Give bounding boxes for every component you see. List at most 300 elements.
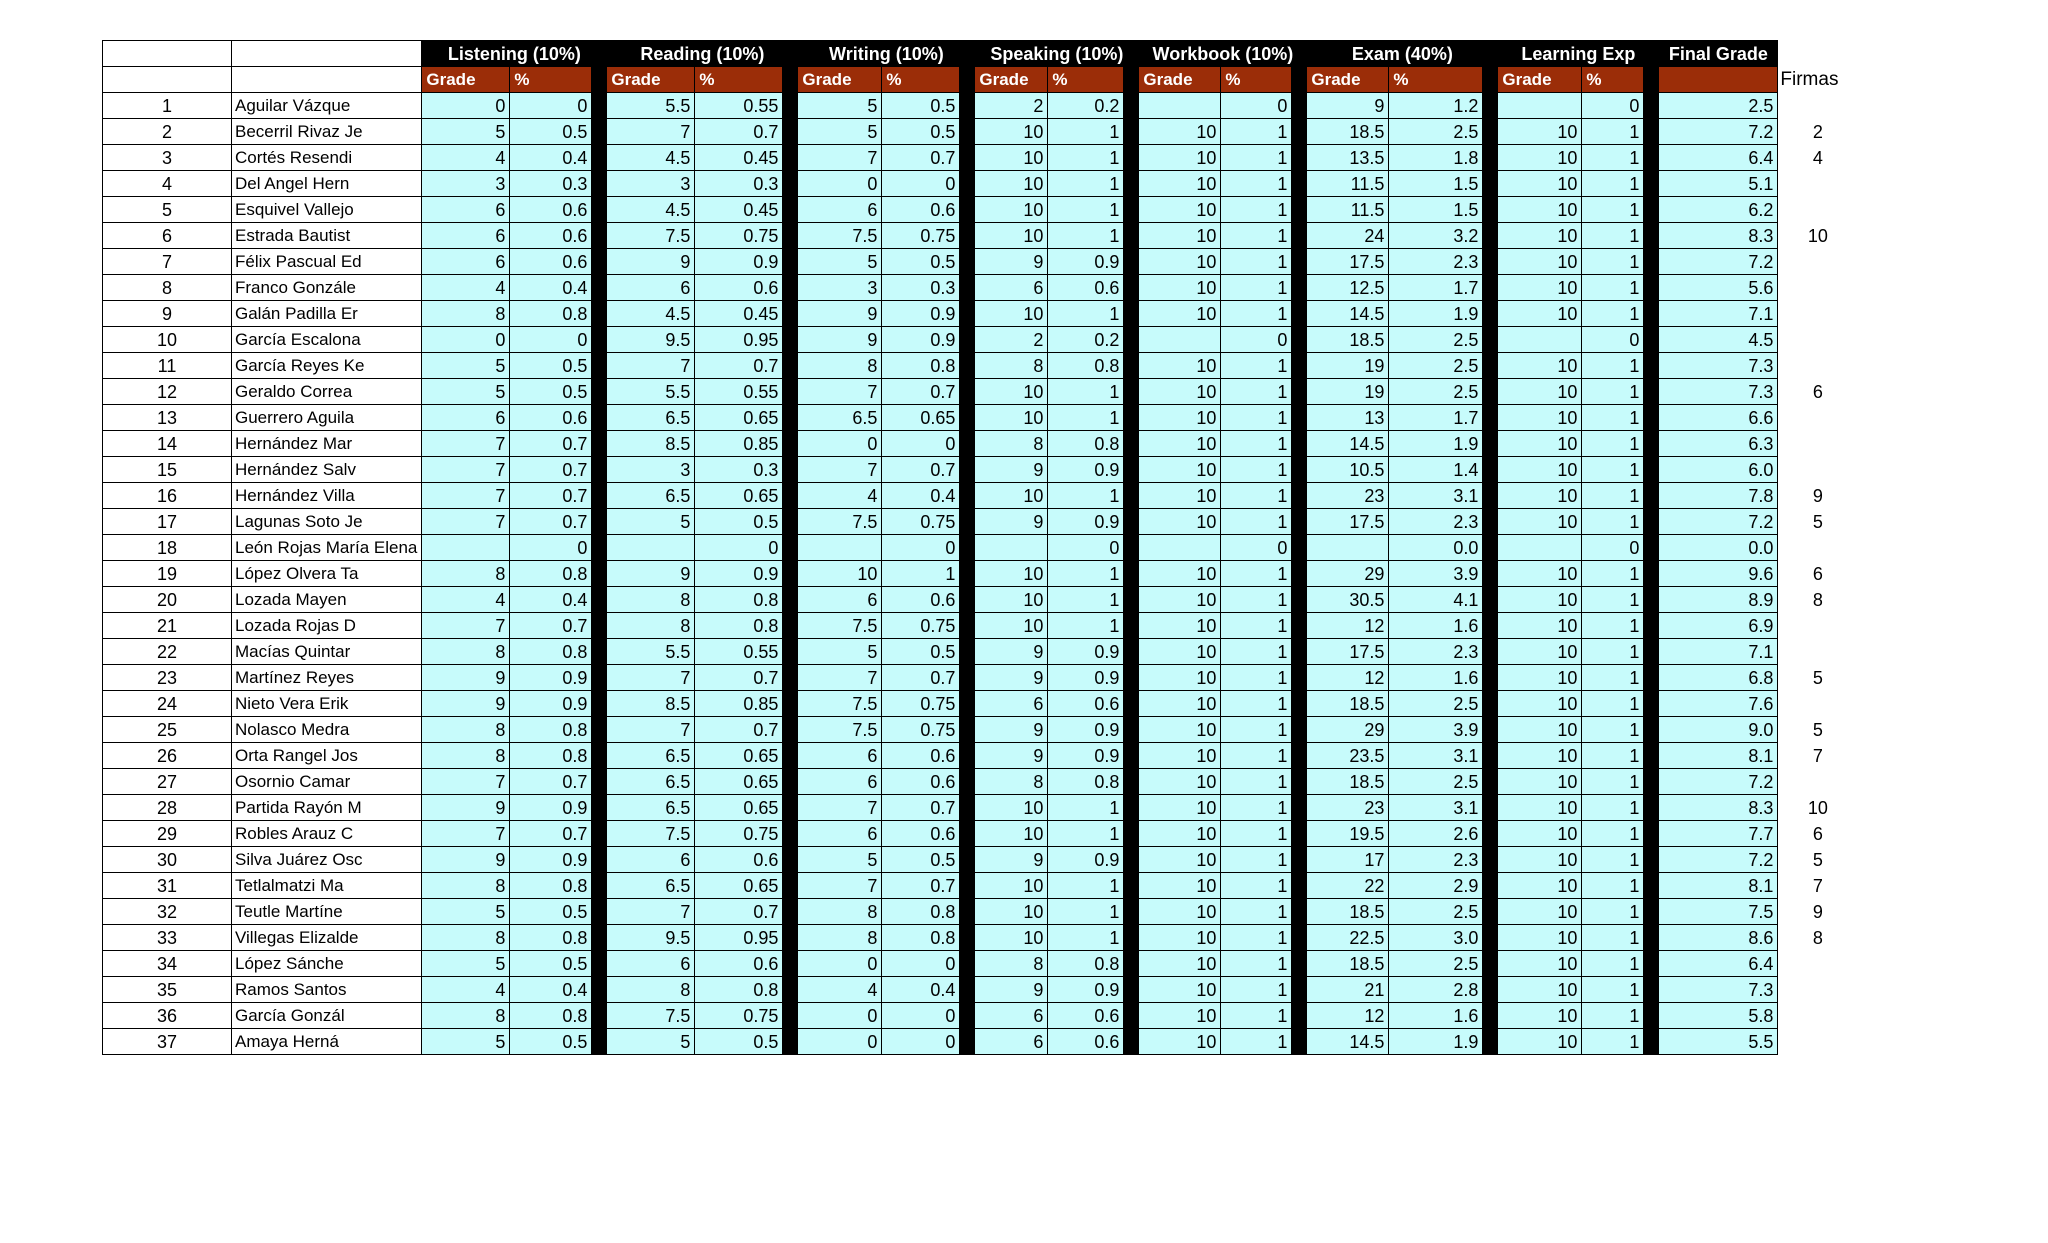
percent-cell[interactable]: 1 <box>882 561 960 587</box>
percent-cell[interactable]: 0 <box>1582 327 1644 353</box>
percent-cell[interactable]: 0.9 <box>1048 743 1124 769</box>
percent-cell[interactable]: 0.5 <box>510 899 592 925</box>
grade-cell[interactable]: 18.5 <box>1307 327 1389 353</box>
percent-cell[interactable]: 1 <box>1221 223 1292 249</box>
percent-cell[interactable]: 0 <box>1221 93 1292 119</box>
percent-cell[interactable]: 1 <box>1221 561 1292 587</box>
grade-cell[interactable]: 5 <box>607 509 695 535</box>
grade-cell[interactable]: 23.5 <box>1307 743 1389 769</box>
final-grade-cell[interactable]: 7.2 <box>1659 847 1778 873</box>
grade-cell[interactable]: 10 <box>1498 665 1582 691</box>
percent-cell[interactable]: 1 <box>1582 795 1644 821</box>
percent-cell[interactable]: 1 <box>1221 353 1292 379</box>
percent-cell[interactable]: 0.75 <box>695 821 783 847</box>
grade-cell[interactable]: 5 <box>422 899 510 925</box>
percent-cell[interactable]: 0.55 <box>695 639 783 665</box>
percent-cell[interactable]: 0 <box>882 951 960 977</box>
grade-cell[interactable]: 6 <box>422 249 510 275</box>
final-grade-cell[interactable]: 7.2 <box>1659 249 1778 275</box>
grade-cell[interactable]: 4 <box>798 483 882 509</box>
grade-cell[interactable] <box>1307 535 1389 561</box>
percent-cell[interactable]: 0.7 <box>882 145 960 171</box>
grade-cell[interactable]: 10 <box>1139 743 1221 769</box>
percent-cell[interactable]: 0.5 <box>695 509 783 535</box>
percent-cell[interactable]: 1 <box>1582 145 1644 171</box>
percent-cell[interactable]: 0.8 <box>882 925 960 951</box>
grade-cell[interactable]: 9.5 <box>607 925 695 951</box>
grade-cell[interactable]: 8 <box>607 977 695 1003</box>
grade-cell[interactable]: 30.5 <box>1307 587 1389 613</box>
grade-cell[interactable]: 10 <box>1139 301 1221 327</box>
grade-cell[interactable]: 6.5 <box>607 743 695 769</box>
grade-cell[interactable]: 10 <box>1139 1003 1221 1029</box>
grade-cell[interactable]: 10 <box>975 821 1048 847</box>
grade-cell[interactable] <box>1139 327 1221 353</box>
percent-cell[interactable]: 3.1 <box>1389 795 1483 821</box>
percent-cell[interactable]: 0.8 <box>510 561 592 587</box>
grade-cell[interactable]: 10 <box>1139 431 1221 457</box>
grade-cell[interactable]: 5.5 <box>607 93 695 119</box>
grade-cell[interactable]: 10 <box>1498 275 1582 301</box>
percent-cell[interactable]: 2.5 <box>1389 353 1483 379</box>
grade-cell[interactable]: 7.5 <box>798 691 882 717</box>
grade-cell[interactable]: 8 <box>422 717 510 743</box>
percent-cell[interactable]: 0.8 <box>510 873 592 899</box>
grade-cell[interactable]: 18.5 <box>1307 951 1389 977</box>
percent-cell[interactable]: 0.7 <box>882 795 960 821</box>
final-grade-cell[interactable]: 5.1 <box>1659 171 1778 197</box>
percent-cell[interactable]: 1 <box>1221 717 1292 743</box>
grade-cell[interactable]: 10 <box>1139 977 1221 1003</box>
grade-cell[interactable]: 10 <box>1498 769 1582 795</box>
grade-cell[interactable]: 8 <box>975 769 1048 795</box>
final-grade-cell[interactable]: 7.7 <box>1659 821 1778 847</box>
grade-cell[interactable]: 4 <box>422 977 510 1003</box>
percent-cell[interactable]: 1.7 <box>1389 275 1483 301</box>
percent-cell[interactable]: 0 <box>882 1029 960 1055</box>
percent-cell[interactable]: 0.7 <box>695 899 783 925</box>
percent-cell[interactable]: 0.8 <box>1048 769 1124 795</box>
final-grade-cell[interactable]: 7.2 <box>1659 119 1778 145</box>
grade-cell[interactable]: 10 <box>1498 353 1582 379</box>
grade-cell[interactable]: 10 <box>1139 509 1221 535</box>
grade-cell[interactable]: 8 <box>975 431 1048 457</box>
percent-cell[interactable]: 1 <box>1221 119 1292 145</box>
percent-cell[interactable]: 2.5 <box>1389 119 1483 145</box>
percent-cell[interactable]: 1.9 <box>1389 1029 1483 1055</box>
grade-cell[interactable] <box>422 535 510 561</box>
percent-cell[interactable]: 1.7 <box>1389 405 1483 431</box>
grade-cell[interactable]: 22.5 <box>1307 925 1389 951</box>
grade-cell[interactable]: 6 <box>975 1029 1048 1055</box>
percent-cell[interactable]: 1 <box>1582 483 1644 509</box>
grade-cell[interactable]: 6.5 <box>607 873 695 899</box>
grade-cell[interactable]: 10 <box>975 301 1048 327</box>
percent-cell[interactable]: 0.9 <box>510 665 592 691</box>
grade-cell[interactable]: 5 <box>422 119 510 145</box>
grade-cell[interactable]: 6 <box>975 275 1048 301</box>
percent-cell[interactable]: 0 <box>1582 535 1644 561</box>
percent-cell[interactable]: 0.6 <box>510 405 592 431</box>
grade-cell[interactable]: 4 <box>798 977 882 1003</box>
grade-cell[interactable]: 6 <box>798 769 882 795</box>
percent-cell[interactable]: 1 <box>1582 587 1644 613</box>
grade-cell[interactable]: 0 <box>798 951 882 977</box>
grade-cell[interactable]: 8 <box>422 639 510 665</box>
grade-cell[interactable]: 5 <box>422 951 510 977</box>
grade-cell[interactable]: 18.5 <box>1307 899 1389 925</box>
percent-cell[interactable]: 1.9 <box>1389 431 1483 457</box>
percent-cell[interactable]: 0.6 <box>882 769 960 795</box>
percent-cell[interactable]: 0.6 <box>695 847 783 873</box>
grade-cell[interactable]: 8 <box>798 353 882 379</box>
grade-cell[interactable]: 10 <box>1498 249 1582 275</box>
grade-cell[interactable]: 10 <box>1498 405 1582 431</box>
grade-cell[interactable]: 6 <box>975 1003 1048 1029</box>
grade-cell[interactable]: 13 <box>1307 405 1389 431</box>
percent-cell[interactable]: 0 <box>882 171 960 197</box>
grade-cell[interactable]: 8 <box>975 951 1048 977</box>
grade-cell[interactable]: 19 <box>1307 379 1389 405</box>
percent-cell[interactable]: 1 <box>1582 223 1644 249</box>
percent-cell[interactable]: 1 <box>1048 561 1124 587</box>
grade-cell[interactable]: 6.5 <box>607 795 695 821</box>
grade-cell[interactable]: 10 <box>1498 587 1582 613</box>
final-grade-cell[interactable]: 9.6 <box>1659 561 1778 587</box>
grade-cell[interactable]: 7 <box>607 665 695 691</box>
percent-cell[interactable]: 0.3 <box>510 171 592 197</box>
percent-cell[interactable]: 1 <box>1221 379 1292 405</box>
percent-cell[interactable]: 1 <box>1048 613 1124 639</box>
percent-cell[interactable]: 0.75 <box>695 1003 783 1029</box>
percent-cell[interactable]: 1 <box>1048 197 1124 223</box>
grade-cell[interactable]: 3 <box>798 275 882 301</box>
grade-cell[interactable]: 10 <box>1139 561 1221 587</box>
final-grade-cell[interactable]: 5.6 <box>1659 275 1778 301</box>
percent-cell[interactable]: 0.9 <box>1048 665 1124 691</box>
grade-cell[interactable]: 8 <box>975 353 1048 379</box>
grade-cell[interactable]: 5 <box>798 93 882 119</box>
percent-cell[interactable]: 1 <box>1221 197 1292 223</box>
percent-cell[interactable]: 1 <box>1048 873 1124 899</box>
final-grade-cell[interactable]: 7.1 <box>1659 639 1778 665</box>
grade-cell[interactable]: 6 <box>607 951 695 977</box>
grade-cell[interactable]: 0 <box>798 171 882 197</box>
percent-cell[interactable]: 1 <box>1221 873 1292 899</box>
grade-cell[interactable]: 29 <box>1307 717 1389 743</box>
grade-cell[interactable]: 7.5 <box>607 821 695 847</box>
percent-cell[interactable]: 1 <box>1582 431 1644 457</box>
grade-cell[interactable]: 12 <box>1307 665 1389 691</box>
grade-cell[interactable]: 9 <box>607 561 695 587</box>
percent-cell[interactable]: 1 <box>1221 145 1292 171</box>
percent-cell[interactable]: 0 <box>882 1003 960 1029</box>
grade-cell[interactable]: 8.5 <box>607 431 695 457</box>
grade-cell[interactable]: 4.5 <box>607 301 695 327</box>
percent-cell[interactable]: 0.7 <box>695 665 783 691</box>
grade-cell[interactable]: 7 <box>798 795 882 821</box>
grade-cell[interactable]: 6 <box>607 275 695 301</box>
grade-cell[interactable]: 9 <box>975 847 1048 873</box>
percent-cell[interactable]: 0.85 <box>695 431 783 457</box>
final-grade-cell[interactable]: 6.0 <box>1659 457 1778 483</box>
grade-cell[interactable]: 6 <box>798 743 882 769</box>
grade-cell[interactable]: 10 <box>1139 171 1221 197</box>
grade-cell[interactable]: 10 <box>1139 587 1221 613</box>
final-grade-cell[interactable]: 8.3 <box>1659 795 1778 821</box>
percent-cell[interactable]: 0.55 <box>695 379 783 405</box>
percent-cell[interactable]: 1.6 <box>1389 1003 1483 1029</box>
grade-cell[interactable]: 10 <box>1498 717 1582 743</box>
percent-cell[interactable]: 1 <box>1048 899 1124 925</box>
grade-cell[interactable]: 10 <box>1139 119 1221 145</box>
percent-cell[interactable]: 0.7 <box>510 769 592 795</box>
grade-cell[interactable]: 7 <box>422 821 510 847</box>
percent-cell[interactable]: 1 <box>1582 405 1644 431</box>
percent-cell[interactable]: 0.65 <box>695 873 783 899</box>
percent-cell[interactable]: 0.9 <box>1048 639 1124 665</box>
percent-cell[interactable]: 1 <box>1221 301 1292 327</box>
grade-cell[interactable]: 10 <box>1139 951 1221 977</box>
grade-cell[interactable]: 10 <box>975 795 1048 821</box>
percent-cell[interactable]: 0.9 <box>1048 457 1124 483</box>
percent-cell[interactable]: 1 <box>1048 223 1124 249</box>
grade-cell[interactable]: 12 <box>1307 613 1389 639</box>
grade-cell[interactable]: 10 <box>1139 1029 1221 1055</box>
final-grade-cell[interactable]: 6.4 <box>1659 145 1778 171</box>
grade-cell[interactable]: 7.5 <box>798 717 882 743</box>
grade-cell[interactable]: 7.5 <box>798 509 882 535</box>
percent-cell[interactable]: 0.9 <box>695 561 783 587</box>
final-grade-cell[interactable]: 7.2 <box>1659 769 1778 795</box>
grade-cell[interactable]: 7.5 <box>798 223 882 249</box>
grade-cell[interactable]: 10 <box>1498 561 1582 587</box>
grade-cell[interactable]: 10 <box>1498 795 1582 821</box>
percent-cell[interactable]: 0.4 <box>510 145 592 171</box>
percent-cell[interactable]: 0.9 <box>1048 847 1124 873</box>
grade-cell[interactable]: 10 <box>1498 509 1582 535</box>
percent-cell[interactable]: 0.6 <box>1048 275 1124 301</box>
percent-cell[interactable]: 1 <box>1221 821 1292 847</box>
percent-cell[interactable]: 1 <box>1582 457 1644 483</box>
grade-cell[interactable]: 10 <box>1139 483 1221 509</box>
final-grade-cell[interactable]: 6.8 <box>1659 665 1778 691</box>
grade-cell[interactable]: 18.5 <box>1307 769 1389 795</box>
percent-cell[interactable]: 0.6 <box>510 223 592 249</box>
percent-cell[interactable]: 1 <box>1048 145 1124 171</box>
grade-cell[interactable]: 8 <box>798 925 882 951</box>
grade-cell[interactable]: 9 <box>798 301 882 327</box>
percent-cell[interactable]: 1 <box>1582 717 1644 743</box>
grade-cell[interactable]: 7 <box>798 379 882 405</box>
grade-cell[interactable]: 9 <box>798 327 882 353</box>
final-grade-cell[interactable]: 7.2 <box>1659 509 1778 535</box>
grade-cell[interactable]: 10 <box>975 561 1048 587</box>
percent-cell[interactable]: 0.6 <box>1048 1029 1124 1055</box>
percent-cell[interactable]: 0.6 <box>882 197 960 223</box>
percent-cell[interactable]: 1.5 <box>1389 171 1483 197</box>
percent-cell[interactable]: 0.75 <box>695 223 783 249</box>
grade-cell[interactable]: 5 <box>798 847 882 873</box>
percent-cell[interactable]: 0.8 <box>510 743 592 769</box>
final-grade-cell[interactable]: 8.6 <box>1659 925 1778 951</box>
grade-cell[interactable]: 9 <box>975 639 1048 665</box>
percent-cell[interactable]: 0 <box>882 535 960 561</box>
grade-cell[interactable]: 7 <box>798 665 882 691</box>
grade-cell[interactable]: 0 <box>422 327 510 353</box>
percent-cell[interactable]: 0.7 <box>882 379 960 405</box>
final-grade-cell[interactable]: 8.9 <box>1659 587 1778 613</box>
final-grade-cell[interactable]: 6.4 <box>1659 951 1778 977</box>
grade-cell[interactable]: 6.5 <box>607 769 695 795</box>
percent-cell[interactable]: 0.5 <box>882 639 960 665</box>
grade-cell[interactable]: 10 <box>1139 405 1221 431</box>
grade-cell[interactable]: 14.5 <box>1307 1029 1389 1055</box>
final-grade-cell[interactable]: 7.5 <box>1659 899 1778 925</box>
final-grade-cell[interactable]: 5.5 <box>1659 1029 1778 1055</box>
percent-cell[interactable]: 0 <box>1582 93 1644 119</box>
percent-cell[interactable]: 1.9 <box>1389 301 1483 327</box>
percent-cell[interactable]: 0.9 <box>882 301 960 327</box>
grade-cell[interactable]: 6.5 <box>607 405 695 431</box>
percent-cell[interactable]: 1 <box>1582 561 1644 587</box>
final-grade-cell[interactable]: 8.1 <box>1659 743 1778 769</box>
grade-cell[interactable]: 19.5 <box>1307 821 1389 847</box>
percent-cell[interactable]: 0.4 <box>510 587 592 613</box>
percent-cell[interactable]: 0.9 <box>510 691 592 717</box>
percent-cell[interactable]: 1 <box>1582 275 1644 301</box>
percent-cell[interactable]: 0.8 <box>510 301 592 327</box>
percent-cell[interactable]: 0 <box>510 327 592 353</box>
grade-cell[interactable]: 24 <box>1307 223 1389 249</box>
percent-cell[interactable]: 3.9 <box>1389 561 1483 587</box>
grade-cell[interactable]: 9 <box>422 691 510 717</box>
grade-cell[interactable]: 9 <box>975 509 1048 535</box>
percent-cell[interactable]: 2.6 <box>1389 821 1483 847</box>
percent-cell[interactable]: 0.75 <box>882 691 960 717</box>
grade-cell[interactable]: 0 <box>422 93 510 119</box>
percent-cell[interactable]: 1.8 <box>1389 145 1483 171</box>
percent-cell[interactable]: 3.1 <box>1389 483 1483 509</box>
percent-cell[interactable]: 2.5 <box>1389 327 1483 353</box>
grade-cell[interactable]: 9 <box>1307 93 1389 119</box>
grade-cell[interactable]: 17.5 <box>1307 249 1389 275</box>
grade-cell[interactable]: 8 <box>422 1003 510 1029</box>
percent-cell[interactable]: 0.8 <box>882 353 960 379</box>
percent-cell[interactable]: 0.8 <box>510 925 592 951</box>
percent-cell[interactable]: 2.5 <box>1389 899 1483 925</box>
percent-cell[interactable]: 0.4 <box>510 977 592 1003</box>
percent-cell[interactable]: 0 <box>1048 535 1124 561</box>
percent-cell[interactable]: 0.7 <box>510 509 592 535</box>
percent-cell[interactable]: 0.6 <box>695 951 783 977</box>
percent-cell[interactable]: 0.9 <box>1048 977 1124 1003</box>
percent-cell[interactable]: 0.75 <box>882 509 960 535</box>
percent-cell[interactable]: 0.65 <box>695 743 783 769</box>
percent-cell[interactable]: 1.5 <box>1389 197 1483 223</box>
grade-cell[interactable]: 4.5 <box>607 197 695 223</box>
grade-cell[interactable]: 10 <box>1139 925 1221 951</box>
grade-cell[interactable]: 9 <box>975 977 1048 1003</box>
grade-cell[interactable]: 6 <box>798 587 882 613</box>
percent-cell[interactable]: 0.5 <box>882 847 960 873</box>
final-grade-cell[interactable]: 6.6 <box>1659 405 1778 431</box>
percent-cell[interactable]: 1 <box>1221 483 1292 509</box>
grade-cell[interactable]: 9 <box>975 249 1048 275</box>
percent-cell[interactable]: 1 <box>1048 379 1124 405</box>
percent-cell[interactable]: 0.45 <box>695 145 783 171</box>
grade-cell[interactable]: 19 <box>1307 353 1389 379</box>
percent-cell[interactable]: 0.5 <box>882 119 960 145</box>
percent-cell[interactable]: 0.8 <box>510 639 592 665</box>
grade-cell[interactable]: 10 <box>1139 899 1221 925</box>
percent-cell[interactable]: 0.6 <box>510 249 592 275</box>
percent-cell[interactable]: 1 <box>1582 171 1644 197</box>
percent-cell[interactable]: 0.3 <box>695 457 783 483</box>
percent-cell[interactable]: 1.2 <box>1389 93 1483 119</box>
percent-cell[interactable]: 0.85 <box>695 691 783 717</box>
grade-cell[interactable]: 8 <box>422 925 510 951</box>
grade-cell[interactable]: 10 <box>975 379 1048 405</box>
grade-cell[interactable]: 8 <box>798 899 882 925</box>
percent-cell[interactable]: 0.9 <box>1048 717 1124 743</box>
grade-cell[interactable]: 8 <box>422 743 510 769</box>
grade-cell[interactable]: 6 <box>422 223 510 249</box>
grade-cell[interactable]: 5 <box>422 1029 510 1055</box>
grade-cell[interactable]: 2 <box>975 327 1048 353</box>
grade-cell[interactable] <box>1498 93 1582 119</box>
grade-cell[interactable]: 10 <box>1139 379 1221 405</box>
percent-cell[interactable]: 1 <box>1582 1029 1644 1055</box>
percent-cell[interactable]: 1 <box>1582 353 1644 379</box>
grade-cell[interactable]: 3 <box>607 171 695 197</box>
percent-cell[interactable]: 0.0 <box>1389 535 1483 561</box>
percent-cell[interactable]: 0.4 <box>510 275 592 301</box>
percent-cell[interactable]: 1 <box>1048 301 1124 327</box>
percent-cell[interactable]: 0.5 <box>510 1029 592 1055</box>
grade-cell[interactable]: 4 <box>422 275 510 301</box>
grade-cell[interactable]: 10 <box>1498 457 1582 483</box>
grade-cell[interactable]: 0 <box>798 431 882 457</box>
final-grade-cell[interactable]: 0.0 <box>1659 535 1778 561</box>
grade-cell[interactable]: 5 <box>798 639 882 665</box>
percent-cell[interactable]: 1 <box>1582 379 1644 405</box>
percent-cell[interactable]: 0.65 <box>882 405 960 431</box>
percent-cell[interactable]: 1.4 <box>1389 457 1483 483</box>
grade-cell[interactable]: 10 <box>1498 197 1582 223</box>
grade-cell[interactable] <box>1498 535 1582 561</box>
percent-cell[interactable]: 1 <box>1582 639 1644 665</box>
grade-cell[interactable]: 10 <box>1139 717 1221 743</box>
percent-cell[interactable]: 0.3 <box>882 275 960 301</box>
percent-cell[interactable]: 1 <box>1582 951 1644 977</box>
final-grade-cell[interactable]: 7.3 <box>1659 353 1778 379</box>
grade-cell[interactable]: 10 <box>975 223 1048 249</box>
grade-cell[interactable]: 4.5 <box>607 145 695 171</box>
grade-cell[interactable]: 29 <box>1307 561 1389 587</box>
grade-cell[interactable]: 7 <box>422 431 510 457</box>
percent-cell[interactable]: 2.5 <box>1389 951 1483 977</box>
grade-cell[interactable]: 10 <box>1498 301 1582 327</box>
percent-cell[interactable]: 1 <box>1582 613 1644 639</box>
percent-cell[interactable]: 2.3 <box>1389 249 1483 275</box>
grade-cell[interactable]: 9 <box>975 457 1048 483</box>
percent-cell[interactable]: 0.75 <box>882 613 960 639</box>
grade-cell[interactable]: 10 <box>1498 743 1582 769</box>
grade-cell[interactable] <box>798 535 882 561</box>
percent-cell[interactable]: 0.75 <box>882 223 960 249</box>
grade-cell[interactable] <box>607 535 695 561</box>
